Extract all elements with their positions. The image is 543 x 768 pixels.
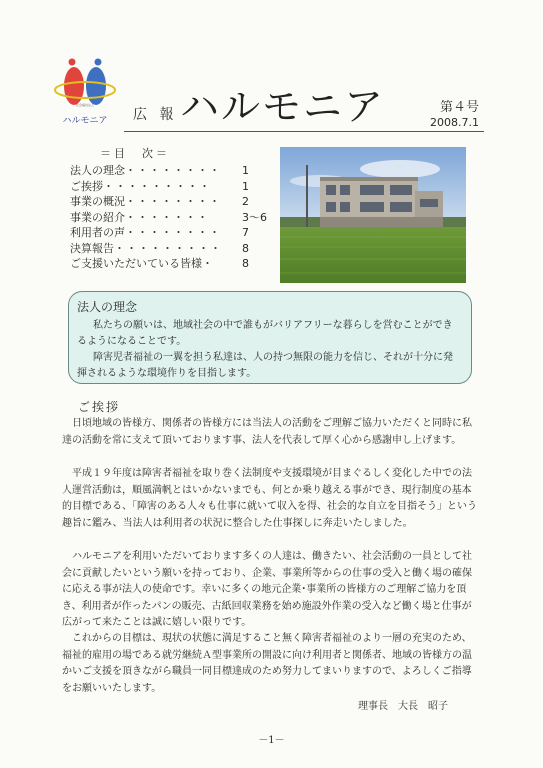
greeting-paragraph-4: これからの目標は、現状の状態に満足すること無く障害者福祉のより一層の充実のため、福祉的雇用の場である就労継続Ａ型事業所の開設に向け利用者と関係者、地域の皆様方の温かいご支援を頂きながら職員一同目標達成のため努力してまいりますので、よろしくご指導をお願いいたします。 bbox=[62, 633, 472, 694]
greeting-paragraph-1: 日頃地域の皆様方、関係者の皆様方には当法人の活動をご理解ご協力いただくと同時に私達の活動を常に支えて頂いております事、法人を代表して厚く心から感謝申し上げます。 bbox=[62, 418, 472, 446]
toc-item: 事業の紹介 ・・・・・・・ 3～6 bbox=[70, 210, 267, 224]
toc-heading: ＝目 次＝ bbox=[100, 147, 170, 160]
philosophy-paragraph-2: 障害児者福祉の一翼を担う私達は、人の持つ無限の能力を信じ、それが十分に発揮されるような環境作りを目指します。 bbox=[77, 352, 453, 379]
signature: 理事長 大長 昭子 bbox=[358, 701, 448, 712]
toc-item: 法人の理念 ・・・・・・・・ 1 bbox=[70, 164, 249, 177]
newsletter-title: ハルモニア bbox=[180, 85, 386, 130]
logo-small-text: 社会福祉法人 bbox=[75, 103, 94, 107]
philosophy-title: 法人の理念 bbox=[77, 300, 138, 314]
logo-caption: ハルモニア bbox=[62, 116, 108, 126]
page-number: －1－ bbox=[258, 735, 285, 746]
header-divider bbox=[124, 131, 484, 132]
greeting-title: ご挨拶 bbox=[78, 400, 121, 414]
issue-date: 2008.7.1 bbox=[430, 116, 479, 129]
greeting-paragraph-2: 平成１９年度は障害者福祉を取り巻く法制度や支援環境が目まぐるしく変化した中での法人運営活動は，順風満帆とはいかないまでも、何とか乗り越える事ができ、現行制度の基本的目標である、「障害のある人々も仕事に就いて収入を得、社会的な自立を目指そう」という趣旨に鑑み、当法人は利用者の状況に整合した仕事探しに奔走いたしました。 bbox=[62, 468, 477, 529]
toc-item: 決算報告 ・・・・・・・・・ 8 bbox=[70, 241, 249, 255]
facility-photo bbox=[280, 147, 466, 283]
issue-number: 第４号 bbox=[440, 100, 480, 115]
table-of-contents bbox=[70, 163, 270, 272]
toc-item: 事業の概況 ・・・・・・・・ 2 bbox=[70, 195, 249, 208]
philosophy-box bbox=[68, 291, 472, 384]
toc-item: ご挨拶 ・・・・・・・・・ 1 bbox=[70, 179, 249, 193]
greeting-paragraph-3: ハルモニアを利用いただいております多くの人達は、働きたい、社会活動の一員として社会に貢献したいという願いを持っており、企業、事業所等からの仕事の受入と働く場の確保に応える事が法人の使命です。幸いに多くの地元企業･事業所の皆様方のご理解ご協力を頂き、利用者が作ったパンの販売、古紙回収業務を始め施設外作業の受入など働く場と仕事が広がって来たことは誠に嬉しい限りです。 bbox=[62, 551, 472, 628]
toc-item: 利用者の声 ・・・・・・・・ 7 bbox=[70, 226, 249, 239]
kouhou-label: 広 報 bbox=[133, 107, 178, 123]
toc-item: ご支援いただいている皆様 ・ 8 bbox=[70, 257, 249, 270]
philosophy-paragraph-1: 私たちの願いは、地域社会の中で誰もがバリアフリーな暮らしを営むことができるようになることです。 bbox=[77, 320, 453, 347]
